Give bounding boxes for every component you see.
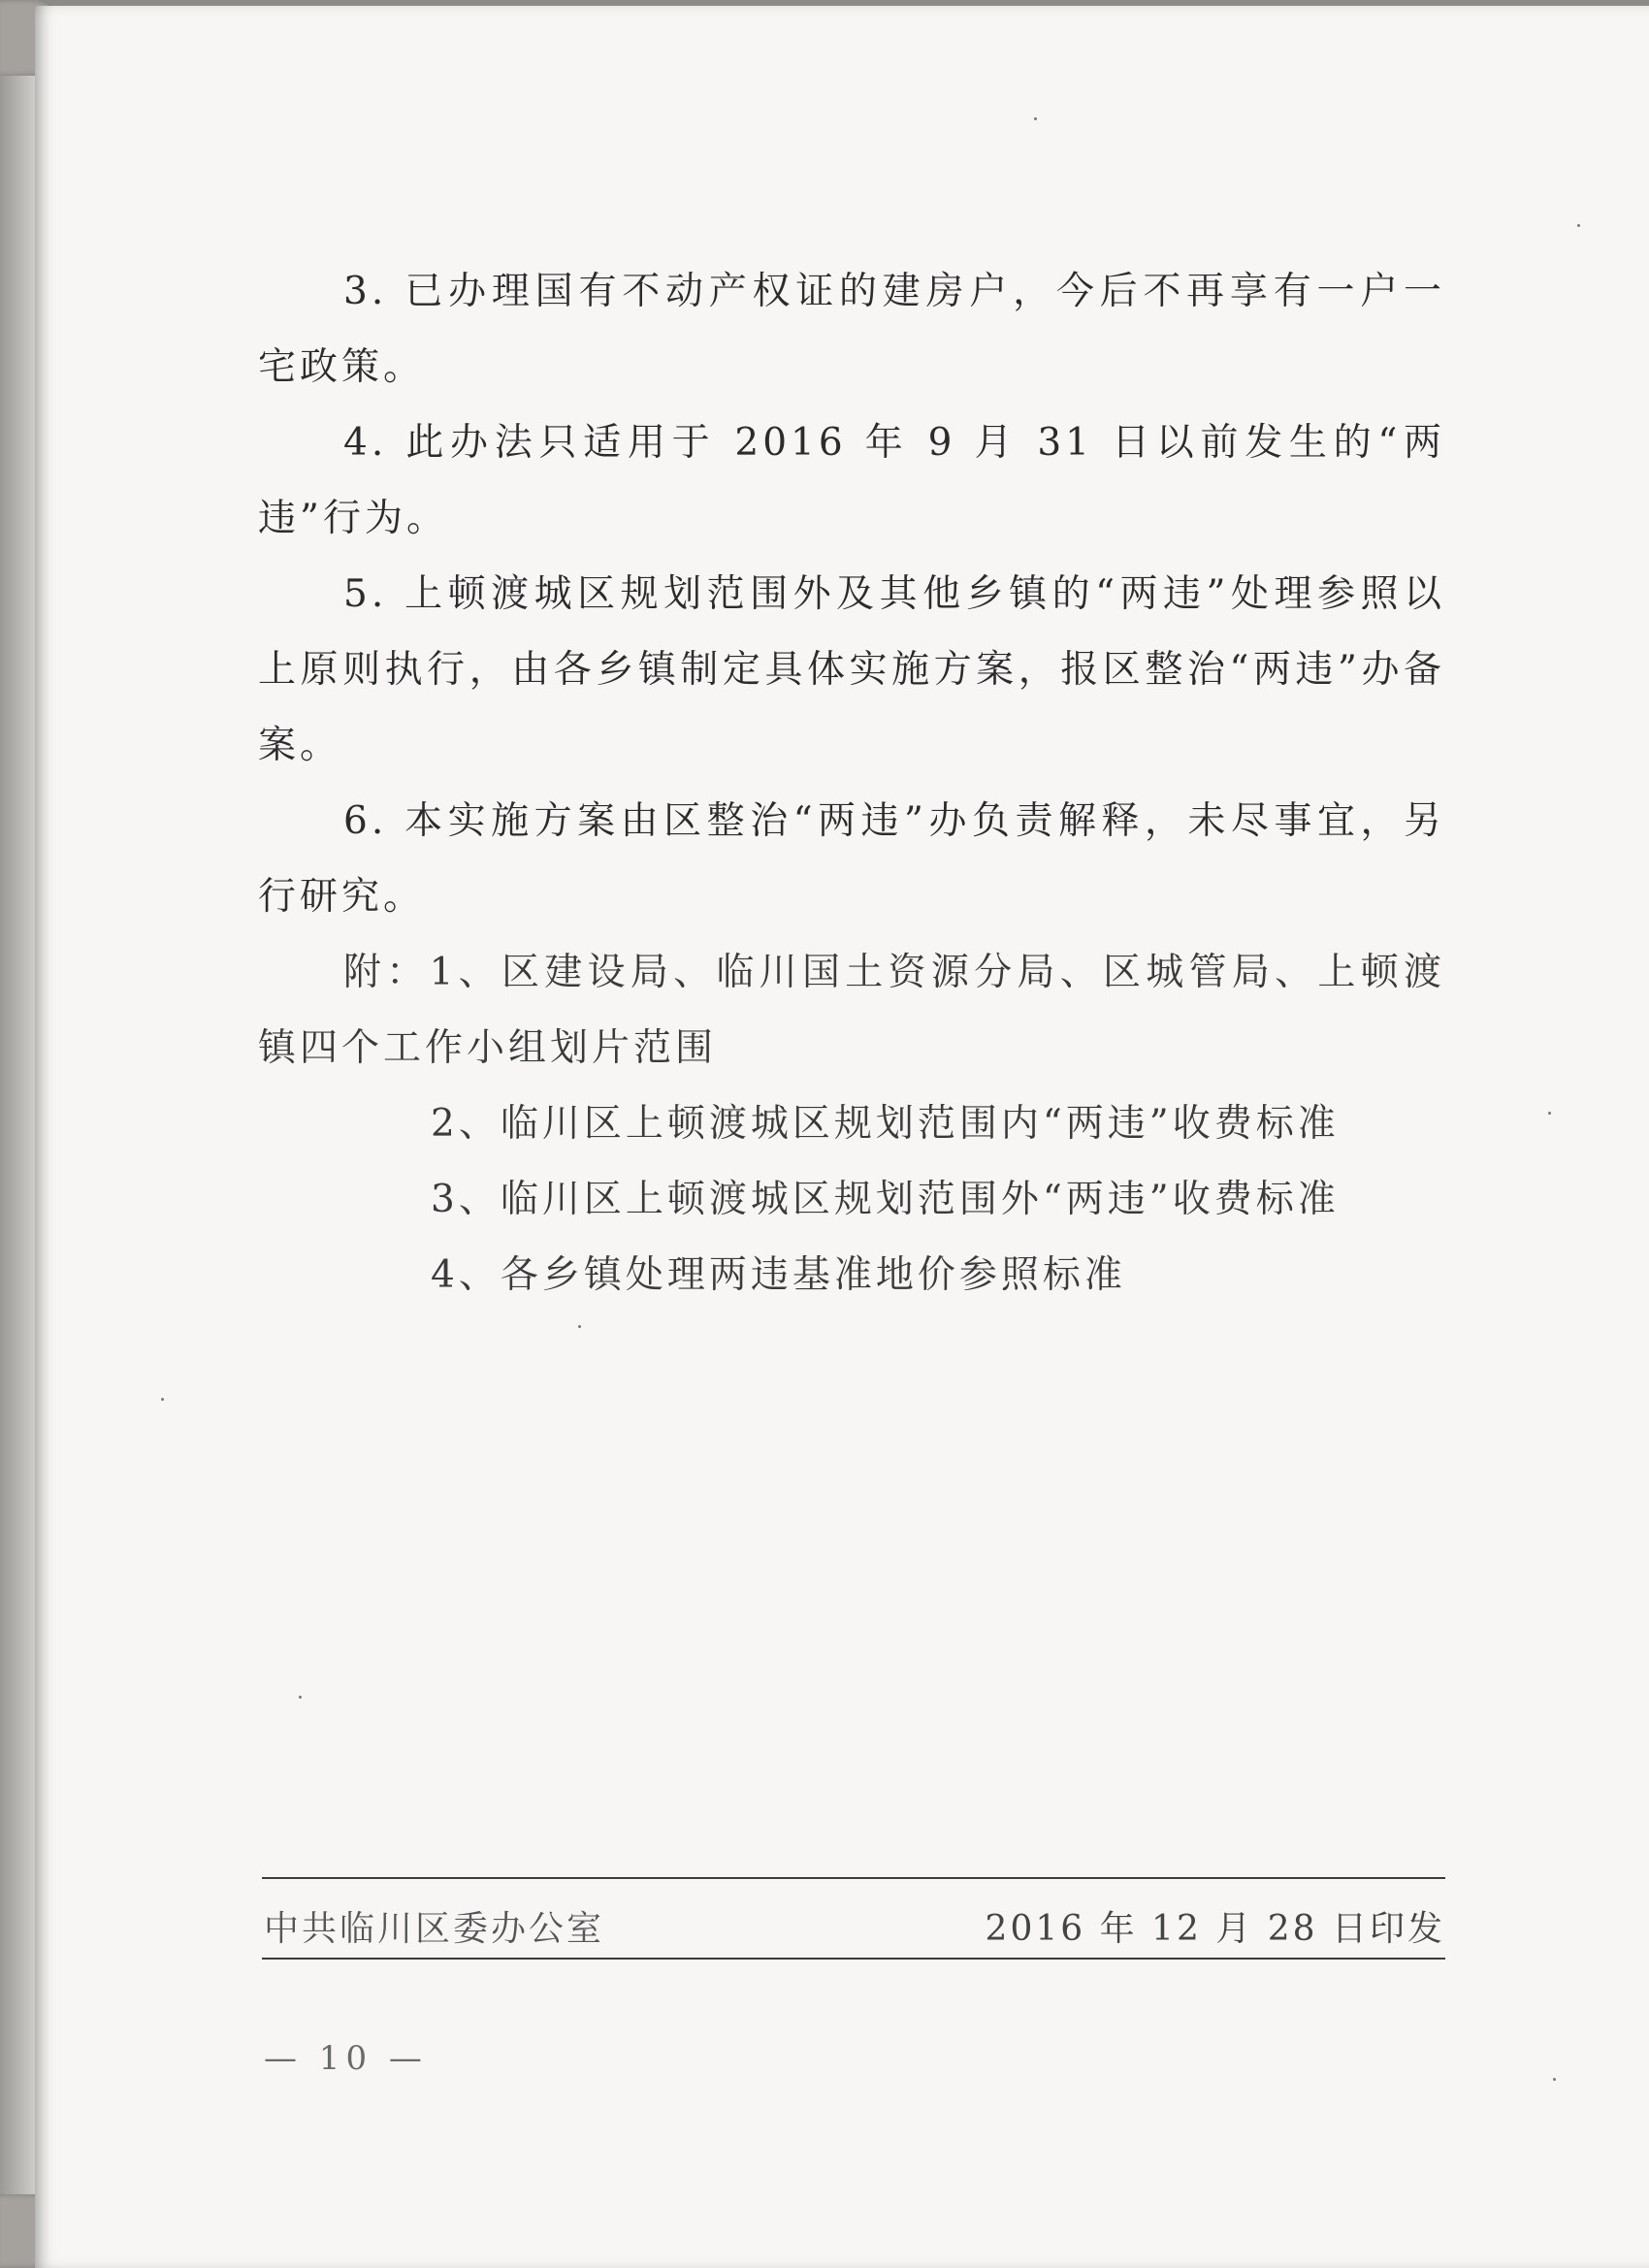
attachment-1: 附：1、区建设局、临川国土资源分局、区城管局、上顿渡镇四个工作小组划片范围 (258, 951, 1445, 1070)
scan-speck (1034, 117, 1037, 120)
paragraph-6: 6. 本实施方案由区整治“两违”办负责解释，未尽事宜，另行研究。 (258, 799, 1445, 919)
scan-speck (1548, 1112, 1551, 1115)
paragraph-3: 3. 已办理国有不动产权证的建房户，今后不再享有一户一宅政策。 (258, 270, 1445, 389)
attachment-3: 3、临川区上顿渡城区规划范围外“两违”收费标准 (431, 1178, 1340, 1221)
binder-edge (0, 0, 39, 2268)
scan-speck (1577, 224, 1580, 227)
document-body (258, 254, 1445, 1313)
paragraph-5: 5. 上顿渡城区规划范围外及其他乡镇的“两违”处理参照以上原则执行，由各乡镇制定具体实施方案，报区整治“两违”办备案。 (258, 572, 1445, 767)
scan-speck (299, 1696, 302, 1699)
footer-rule-bottom (262, 1958, 1445, 1960)
scan-speck (578, 1325, 581, 1328)
attachment-4: 4、各乡镇处理两违基准地价参照标准 (431, 1253, 1126, 1297)
page-number: — 10 — (264, 2039, 428, 2078)
footer-rule-top (262, 1877, 1445, 1879)
issuing-office: 中共临川区委办公室 (264, 1909, 605, 1949)
attachment-2: 2、临川区上顿渡城区规划范围内“两违”收费标准 (431, 1102, 1340, 1146)
scan-speck (161, 1398, 164, 1401)
paragraph-4: 4. 此办法只适用于 2016 年 9 月 31 日以前发生的“两违”行为。 (258, 421, 1445, 540)
issue-date: 2016 年 12 月 28 日印发 (985, 1909, 1445, 1949)
scan-speck (1553, 2078, 1556, 2081)
